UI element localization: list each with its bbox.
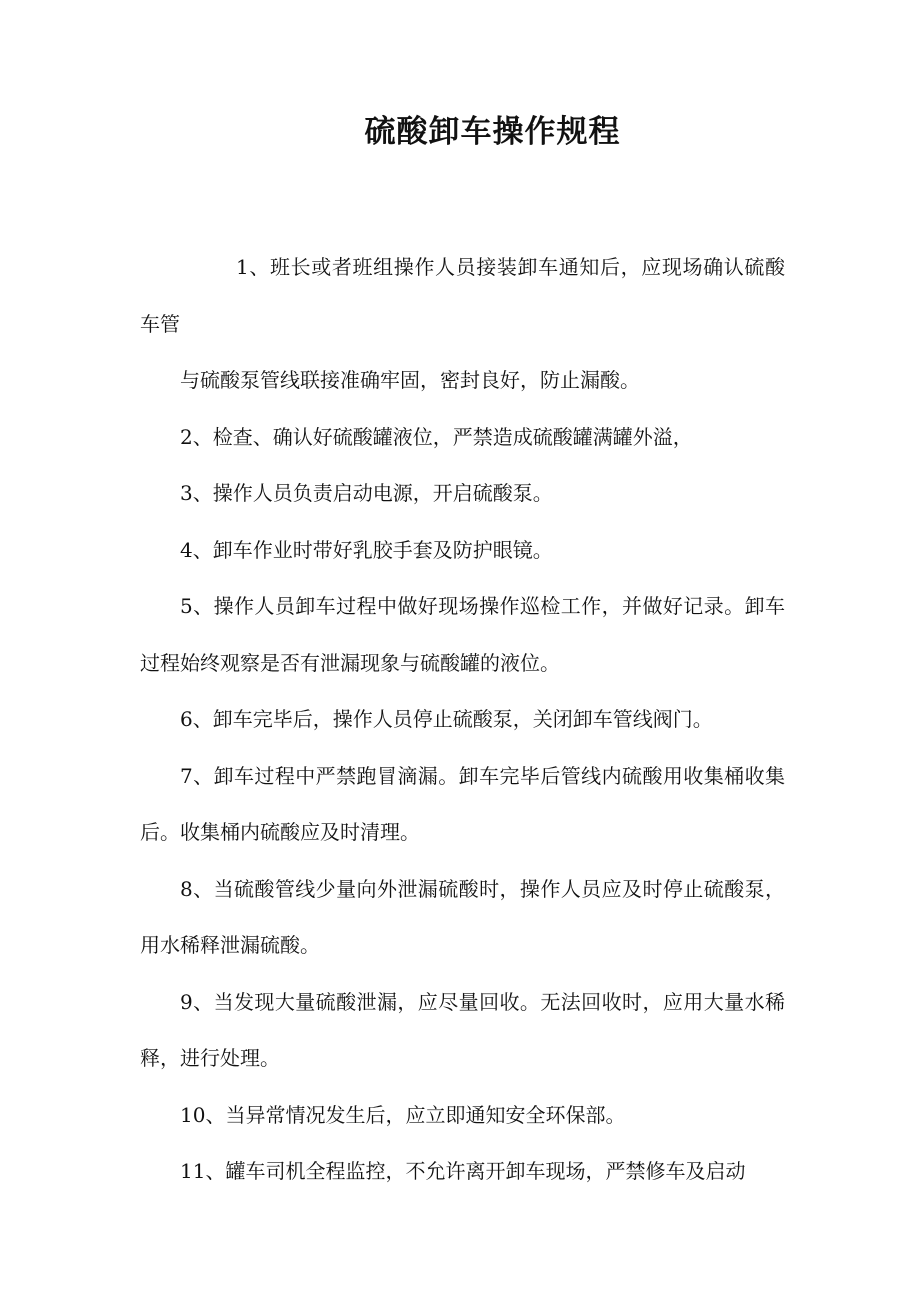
paragraph-4: 4、卸车作业时带好乳胶手套及防护眼镜。	[180, 537, 553, 562]
document-title: 硫酸卸车操作规程	[364, 114, 621, 150]
paragraph-3: 3、操作人员负责启动电源，开启硫酸泵。	[180, 481, 553, 505]
paragraph-1: 1、班长或者班组操作人员接装卸车通知后，应现场确认硫酸车管	[140, 255, 785, 336]
paragraph-8: 8、当硫酸管线少量向外泄漏硫酸时，操作人员应及时停止硫酸泵，用水稀释泄漏硫酸。	[140, 876, 785, 957]
document-body	[140, 239, 785, 1200]
paragraph-10: 10、当异常情况发生后，应立即通知安全环保部。	[180, 1102, 626, 1127]
paragraph-1-continued: 与硫酸泵管线联接准确牢固，密封良好，防止漏酸。	[180, 368, 640, 392]
paragraph-6: 6、卸车完毕后，操作人员停止硫酸泵，关闭卸车管线阀门。	[180, 707, 713, 731]
paragraph-9: 9、当发现大量硫酸泄漏，应尽量回收。无法回收时，应用大量水稀释，进行处理。	[140, 989, 785, 1070]
paragraph-5: 5、操作人员卸车过程中做好现场操作巡检工作，并做好记录。卸车过程始终观察是否有泄漏现象与硫酸罐的液位。	[140, 594, 785, 675]
paragraph-2: 2、检查、确认好硫酸罐液位，严禁造成硫酸罐满罐外溢，	[180, 424, 693, 449]
paragraph-7: 7、卸车过程中严禁跑冒滴漏。卸车完毕后管线内硫酸用收集桶收集后。收集桶内硫酸应及时清理。	[140, 763, 785, 844]
paragraph-11: 11、罐车司机全程监控，不允许离开卸车现场，严禁修车及启动	[180, 1159, 746, 1183]
